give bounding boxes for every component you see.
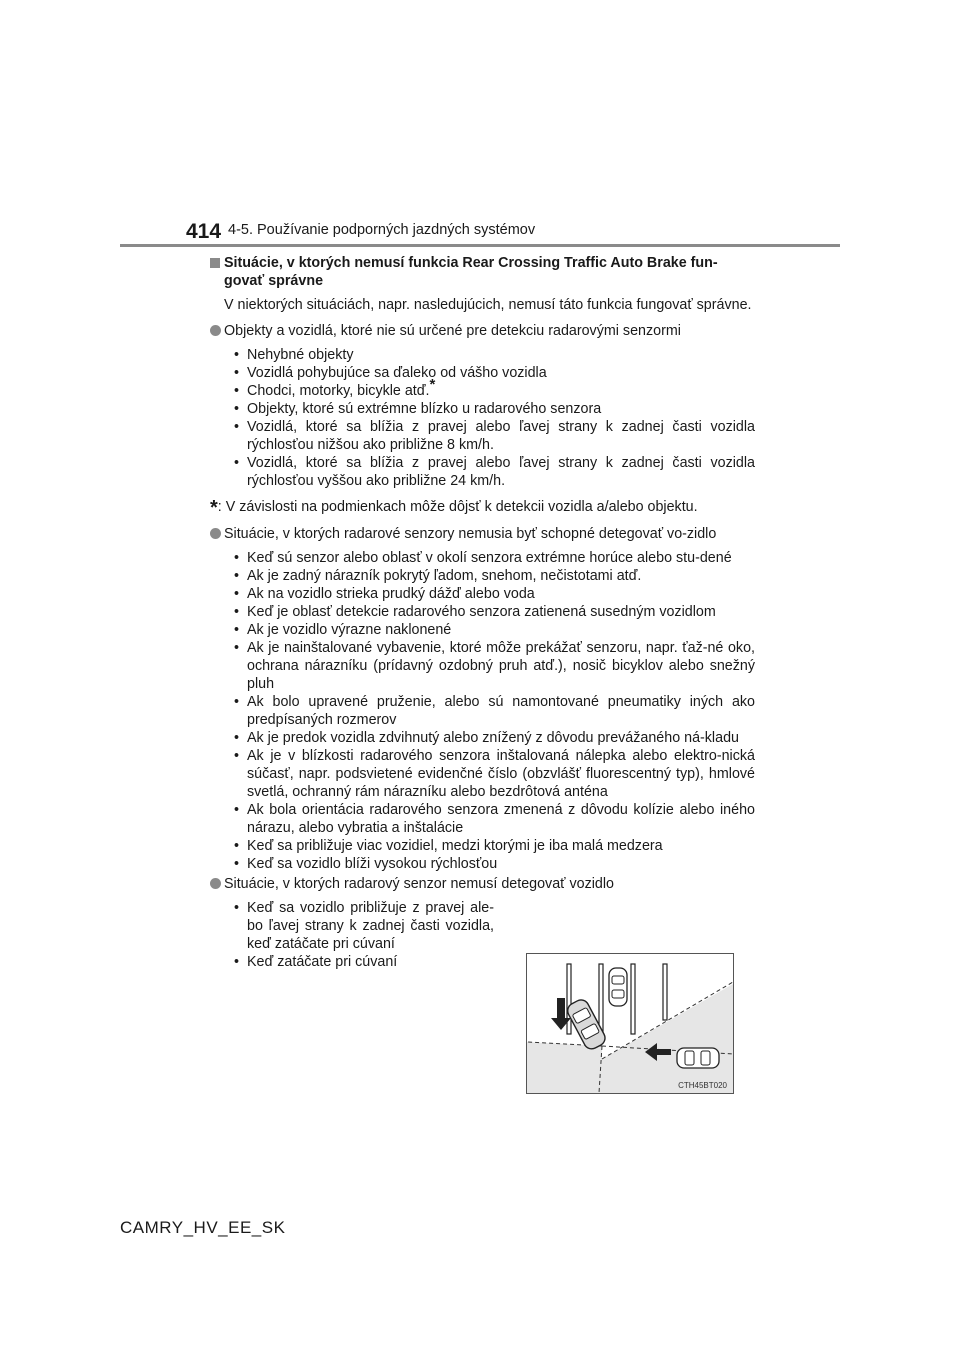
section-intro: V niektorých situáciách, napr. nasledujúcich, nemusí táto funkcia fungovať správne. — [224, 297, 752, 313]
footnote-marker: * — [429, 376, 436, 394]
list-item: • Chodci, motorky, bicykle atď.* — [234, 382, 755, 400]
approaching-car-icon — [677, 1048, 719, 1068]
page-number: 414 — [186, 220, 222, 243]
list-item: • Keď sa približuje viac vozidiel, medzi ktorými je iba malá medzera — [234, 837, 755, 855]
parking-line — [599, 964, 603, 1034]
group-title: Situácie, v ktorých radarové senzory nemusia byť schopné detegovať vo-zidlo — [224, 526, 717, 542]
list-item: • Objekty, ktoré sú extrémne blízko u radarového senzora — [234, 400, 755, 418]
detection-list — [234, 899, 494, 971]
list-item: • Nehybné objekty — [234, 346, 755, 364]
page-header — [0, 0, 960, 250]
square-bullet-icon — [210, 258, 220, 268]
radar-list — [234, 549, 755, 873]
objects-list — [234, 346, 755, 490]
circle-bullet-icon — [210, 528, 221, 539]
chapter-title: 4-5. Používanie podporných jazdných systémov — [228, 222, 536, 238]
list-item: • Ak je nainštalované vybavenie, ktoré môže prekážať senzoru, napr. ťaž-né oko, ochrana nárazníku (prídavný ozdobný pruh atď.), nosič bicyklov alebo snežný pluh — [234, 639, 755, 693]
list-item: • Vozidlá, ktoré sa blížia z pravej alebo ľavej strany k zadnej časti vozidla rýchlosťou nižšou ako približne 8 km/h. — [234, 418, 755, 454]
list-item: • Ak je vozidlo výrazne naklonené — [234, 621, 755, 639]
list-item: • Ak je predok vozidla zdvihnutý alebo znížený z dôvodu prevážaného ná-kladu — [234, 729, 755, 747]
group-title: Situácie, v ktorých radarový senzor nemusí detegovať vozidlo — [224, 876, 614, 892]
list-item: • Vozidlá pohybujúce sa ďaleko od vášho vozidla — [234, 364, 755, 382]
group-title: Objekty a vozidlá, ktoré nie sú určené pre detekciu radarovými senzormi — [224, 323, 681, 339]
document-id: CAMRY_HV_EE_SK — [120, 1218, 286, 1237]
footnote-text: : V závislosti na podmienkach môže dôjsť k detekcii vozidla a/alebo objektu. — [217, 499, 698, 515]
reverse-turn-illustration — [526, 953, 734, 1094]
section-heading — [210, 254, 755, 290]
list-item: • Keď sa vozidlo približuje z pravej ale-bo ľavej strany k zadnej časti vozidla, keď zatáčate pri cúvaní — [234, 899, 494, 953]
list-item: • Ak bolo upravené pruženie, alebo sú namontované pneumatiky iných ako predpísaných rozmerov — [234, 693, 755, 729]
parking-line — [631, 964, 635, 1034]
list-item: • Ak je v blízkosti radarového senzora inštalovaná nálepka alebo elektro-nická súčasť, napr. podsvietené evidenčné číslo (obzvlášť fluorescentný typ), hmlové svetlá, ochranný rám nárazníku alebo bezdrôtová anténa — [234, 747, 755, 801]
parking-line — [567, 964, 571, 1034]
detection-area-left — [527, 1042, 602, 1093]
list-item: • Keď je oblasť detekcie radarového senzora zatienená susedným vozidlom — [234, 603, 755, 621]
footnote-asterisk: * — [210, 497, 218, 519]
list-item: • Keď sa vozidlo blíži vysokou rýchlosťou — [234, 855, 755, 873]
parking-line — [663, 964, 667, 1020]
parking-diagram-icon — [527, 954, 733, 1093]
circle-bullet-icon — [210, 325, 221, 336]
group-heading-detection — [210, 875, 755, 893]
footnote — [210, 498, 755, 517]
parked-car-icon — [609, 968, 627, 1006]
list-item: • Keď zatáčate pri cúvaní — [234, 953, 494, 971]
list-item: • Vozidlá, ktoré sa blížia z pravej alebo ľavej strany k zadnej časti vozidla rýchlosťou vyššou ako približne 24 km/h. — [234, 454, 755, 490]
group-heading-objects — [210, 322, 755, 340]
page-content — [210, 254, 755, 971]
list-item: • Ak je zadný nárazník pokrytý ľadom, snehom, nečistotami atď. — [234, 567, 755, 585]
list-item: • Ak bola orientácia radarového senzora zmenená z dôvodu kolízie alebo iného nárazu, alebo vybratia a inštalácie — [234, 801, 755, 837]
circle-bullet-icon — [210, 878, 221, 889]
figure-code: CTH45BT020 — [678, 1081, 727, 1090]
list-item: • Keď sú senzor alebo oblasť v okolí senzora extrémne horúce alebo stu-dené — [234, 549, 755, 567]
list-item: • Ak na vozidlo strieka prudký dážď alebo voda — [234, 585, 755, 603]
section-title: Situácie, v ktorých nemusí funkcia Rear Crossing Traffic Auto Brake fun-govať správne — [224, 255, 718, 289]
group-heading-radar — [210, 525, 755, 543]
header-rule — [120, 244, 840, 247]
